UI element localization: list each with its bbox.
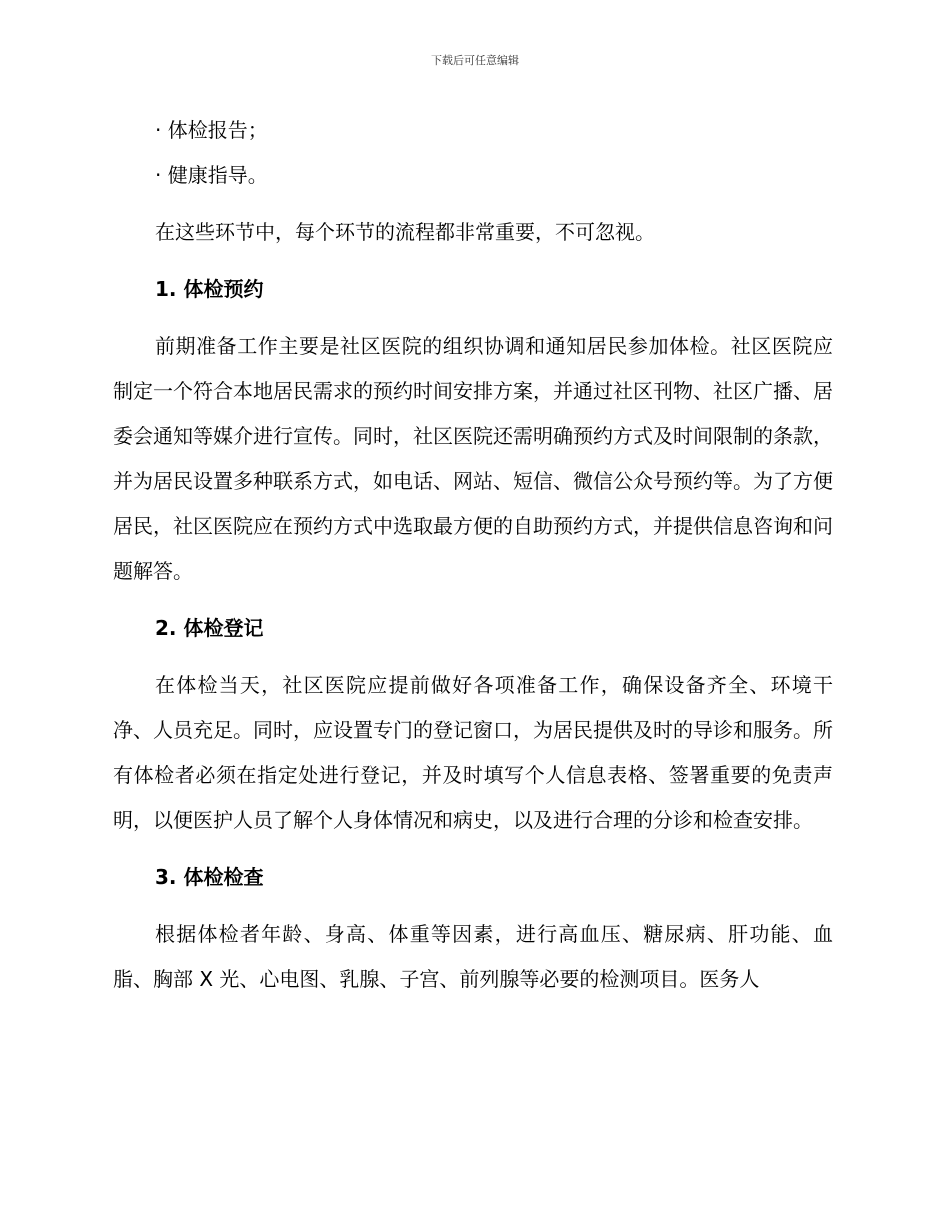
document-body [113,108,833,1002]
section-paragraph: 前期准备工作主要是社区医院的组织协调和通知居民参加体检。社区医院应制定一个符合本地居民需求的预约时间安排方案，并通过社区刊物、社区广播、居委会通知等媒介进行宣传。同时，社区医院还需明确预约方式及时间限制的条款，并为居民设置多种联系方式，如电话、网站、短信、微信公众号预约等。为了方便居民，社区医院应在预约方式中选取最方便的自助预约方式，并提供信息咨询和问题解答。 [113,334,833,583]
section-heading: 1. 体检预约 [155,277,264,301]
section-paragraph: 在体检当天，社区医院应提前做好各项准备工作，确保设备齐全、环境干净、人员充足。同时，应设置专门的登记窗口，为居民提供及时的导诊和服务。所有体检者必须在指定处进行登记，并及时填写个人信息表格、签署重要的免责声明，以便医护人员了解个人身体情况和病史，以及进行合理的分诊和检查安排。 [113,673,833,832]
bullet-item: · 体检报告； [155,118,268,142]
section-paragraph: 根据体检者年龄、身高、体重等因素，进行高血压、糖尿病、肝功能、血脂、胸部 X 光、心电图、乳腺、子宫、前列腺等必要的检测项目。医务人 [113,922,833,991]
intro-paragraph: 在这些环节中，每个环节的流程都非常重要，不可忽视。 [155,220,655,244]
page-header: 下载后可任意编辑 [431,54,519,67]
section-heading: 3. 体检检查 [155,865,264,889]
section-heading: 2. 体检登记 [155,616,264,640]
bullet-item: · 健康指导。 [155,163,268,187]
